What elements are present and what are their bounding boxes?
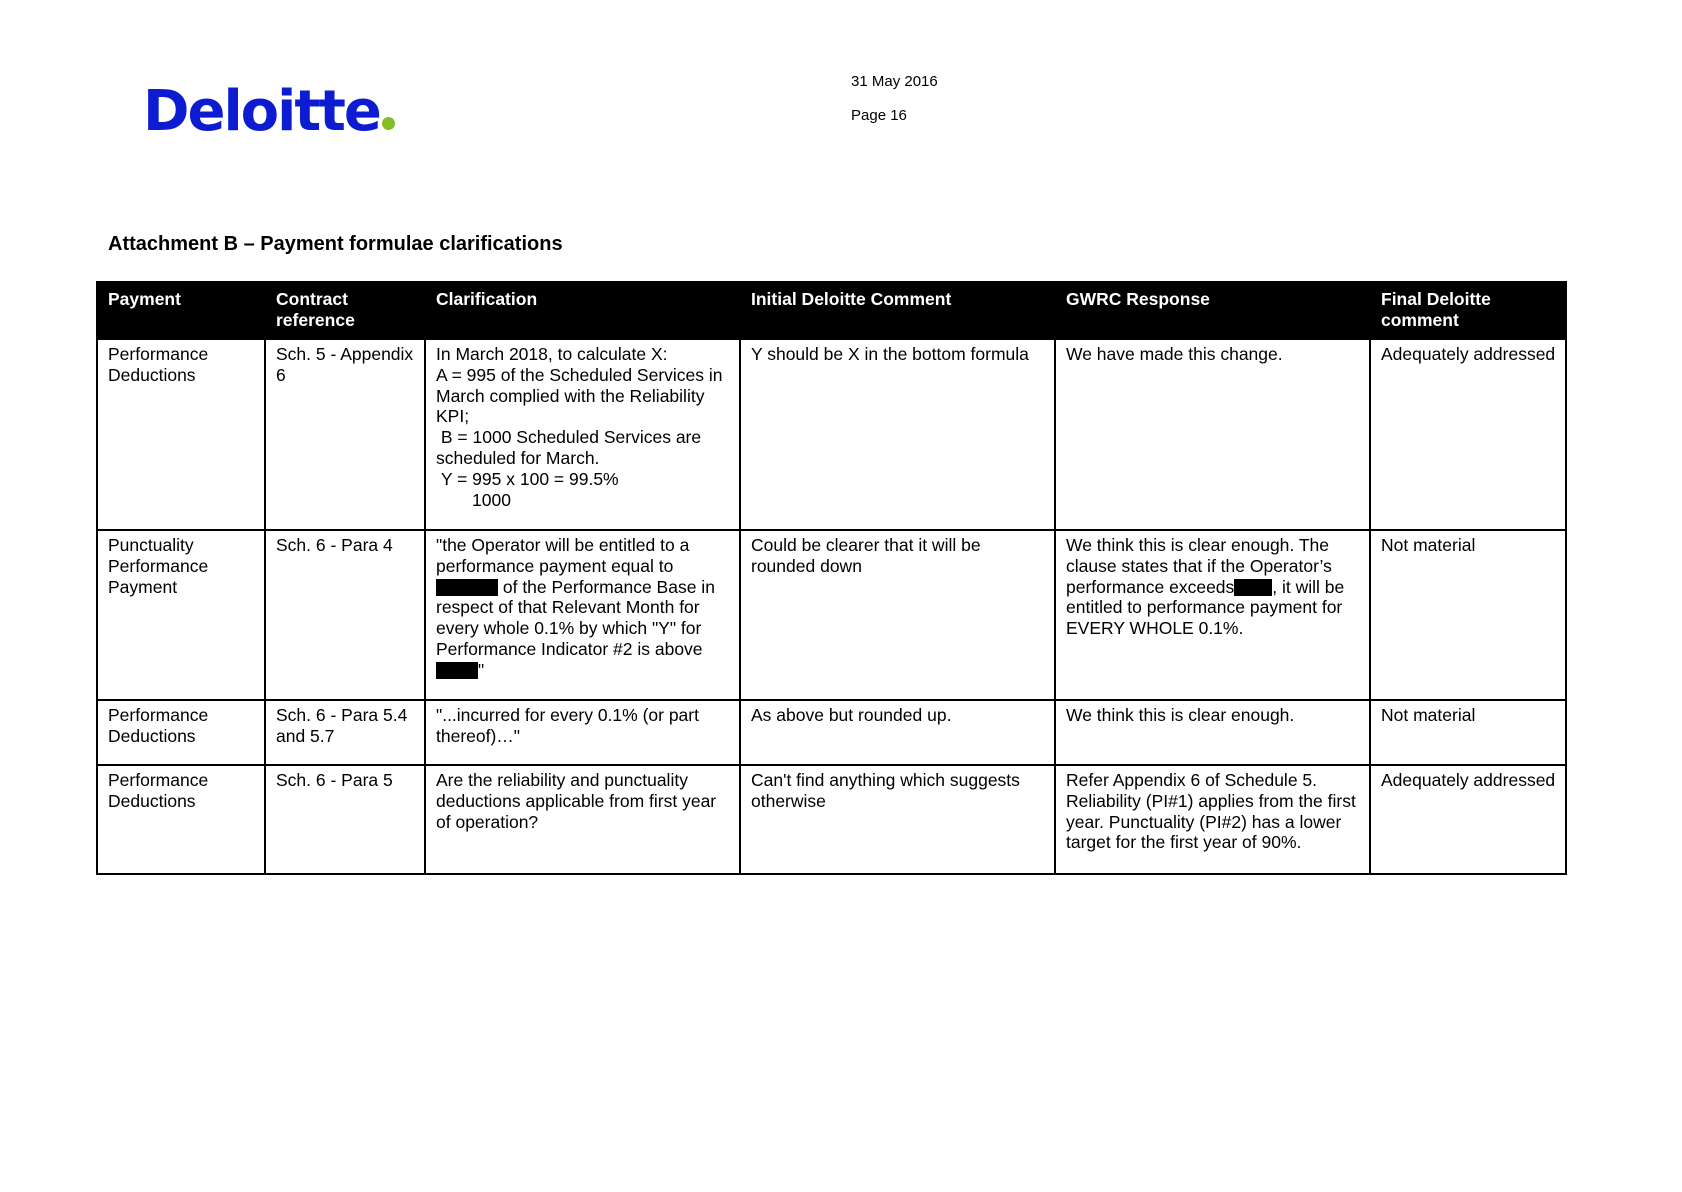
cell-gwrc-response [1055, 530, 1370, 700]
cell-initial-comment: Can't find anything which suggests otherwise [740, 765, 1055, 874]
redaction-box [436, 579, 498, 596]
table-header-row [97, 282, 1566, 339]
cell-initial-comment: Could be clearer that it will be rounded down [740, 530, 1055, 700]
table-row [97, 530, 1566, 700]
column-header-gwrc-response: GWRC Response [1055, 282, 1370, 339]
cell-gwrc-response: Refer Appendix 6 of Schedule 5. Reliability (PI#1) applies from the first year. Punctuality (PI#2) has a lower target for the first year of 90%. [1055, 765, 1370, 874]
cell-initial-comment: As above but rounded up. [740, 700, 1055, 765]
cell-reference: Sch. 6 - Para 5 [265, 765, 425, 874]
column-header-clarification: Clarification [425, 282, 740, 339]
response-text: , it will be entitled to performance payment for EVERY WHOLE 0.1%. [1066, 576, 1345, 639]
column-header-initial-comment: Initial Deloitte Comment [740, 282, 1055, 339]
cell-reference: Sch. 6 - Para 5.4 and 5.7 [265, 700, 425, 765]
column-header-final-comment: Final Deloitte comment [1370, 282, 1566, 339]
logo-dot-icon [382, 117, 395, 130]
column-header-contract-reference: Contract reference [265, 282, 425, 339]
cell-payment: Performance Deductions [97, 700, 265, 765]
clarification-line: B = 1000 Scheduled Services are scheduled for March. [436, 427, 706, 468]
clarification-text: "the Operator will be entitled to a performance payment equal to [436, 535, 690, 576]
clarification-text: of the Performance Base in respect of that Relevant Month for every whole 0.1% by which "Y" for Performance Indicator #2 is above [436, 576, 715, 659]
cell-final-comment: Not material [1370, 530, 1566, 700]
cell-payment: Performance Deductions [97, 765, 265, 874]
cell-clarification [425, 530, 740, 700]
payment-clarifications-table [96, 281, 1567, 875]
formula-denominator: 1000 [472, 489, 511, 510]
deloitte-logo [143, 77, 395, 147]
cell-final-comment: Adequately addressed [1370, 765, 1566, 874]
cell-gwrc-response: We think this is clear enough. [1055, 700, 1370, 765]
clarification-text: " [478, 659, 485, 680]
attachment-title: Attachment B – Payment formulae clarifications [108, 233, 563, 255]
formula-line: Y = 995 x 100 = 99.5% [436, 468, 619, 489]
redaction-box [1234, 579, 1272, 596]
response-text: We think this is clear enough. The clause states that if the Operator’s performance exceeds [1066, 535, 1332, 597]
cell-clarification: "...incurred for every 0.1% (or part thereof)…" [425, 700, 740, 765]
clarification-line: In March 2018, to calculate X: [436, 344, 668, 364]
cell-gwrc-response: We have made this change. [1055, 339, 1370, 530]
logo-wordmark: Deloitte [143, 79, 380, 144]
cell-final-comment: Adequately addressed [1370, 339, 1566, 530]
redaction-box [436, 662, 478, 679]
table-row [97, 339, 1566, 530]
cell-payment: Performance Deductions [97, 339, 265, 530]
cell-clarification [425, 339, 740, 530]
page-number: Page 16 [851, 107, 907, 124]
document-date: 31 May 2016 [851, 73, 938, 90]
table-row [97, 765, 1566, 874]
cell-clarification: Are the reliability and punctuality deductions applicable from first year of operation? [425, 765, 740, 874]
table-row [97, 700, 1566, 765]
cell-initial-comment: Y should be X in the bottom formula [740, 339, 1055, 530]
cell-final-comment: Not material [1370, 700, 1566, 765]
cell-reference: Sch. 5 - Appendix 6 [265, 339, 425, 530]
column-header-payment: Payment [97, 282, 265, 339]
cell-reference: Sch. 6 - Para 4 [265, 530, 425, 700]
cell-payment: Punctuality Performance Payment [97, 530, 265, 700]
clarification-line: A = 995 of the Scheduled Services in March complied with the Reliability KPI; [436, 364, 723, 427]
